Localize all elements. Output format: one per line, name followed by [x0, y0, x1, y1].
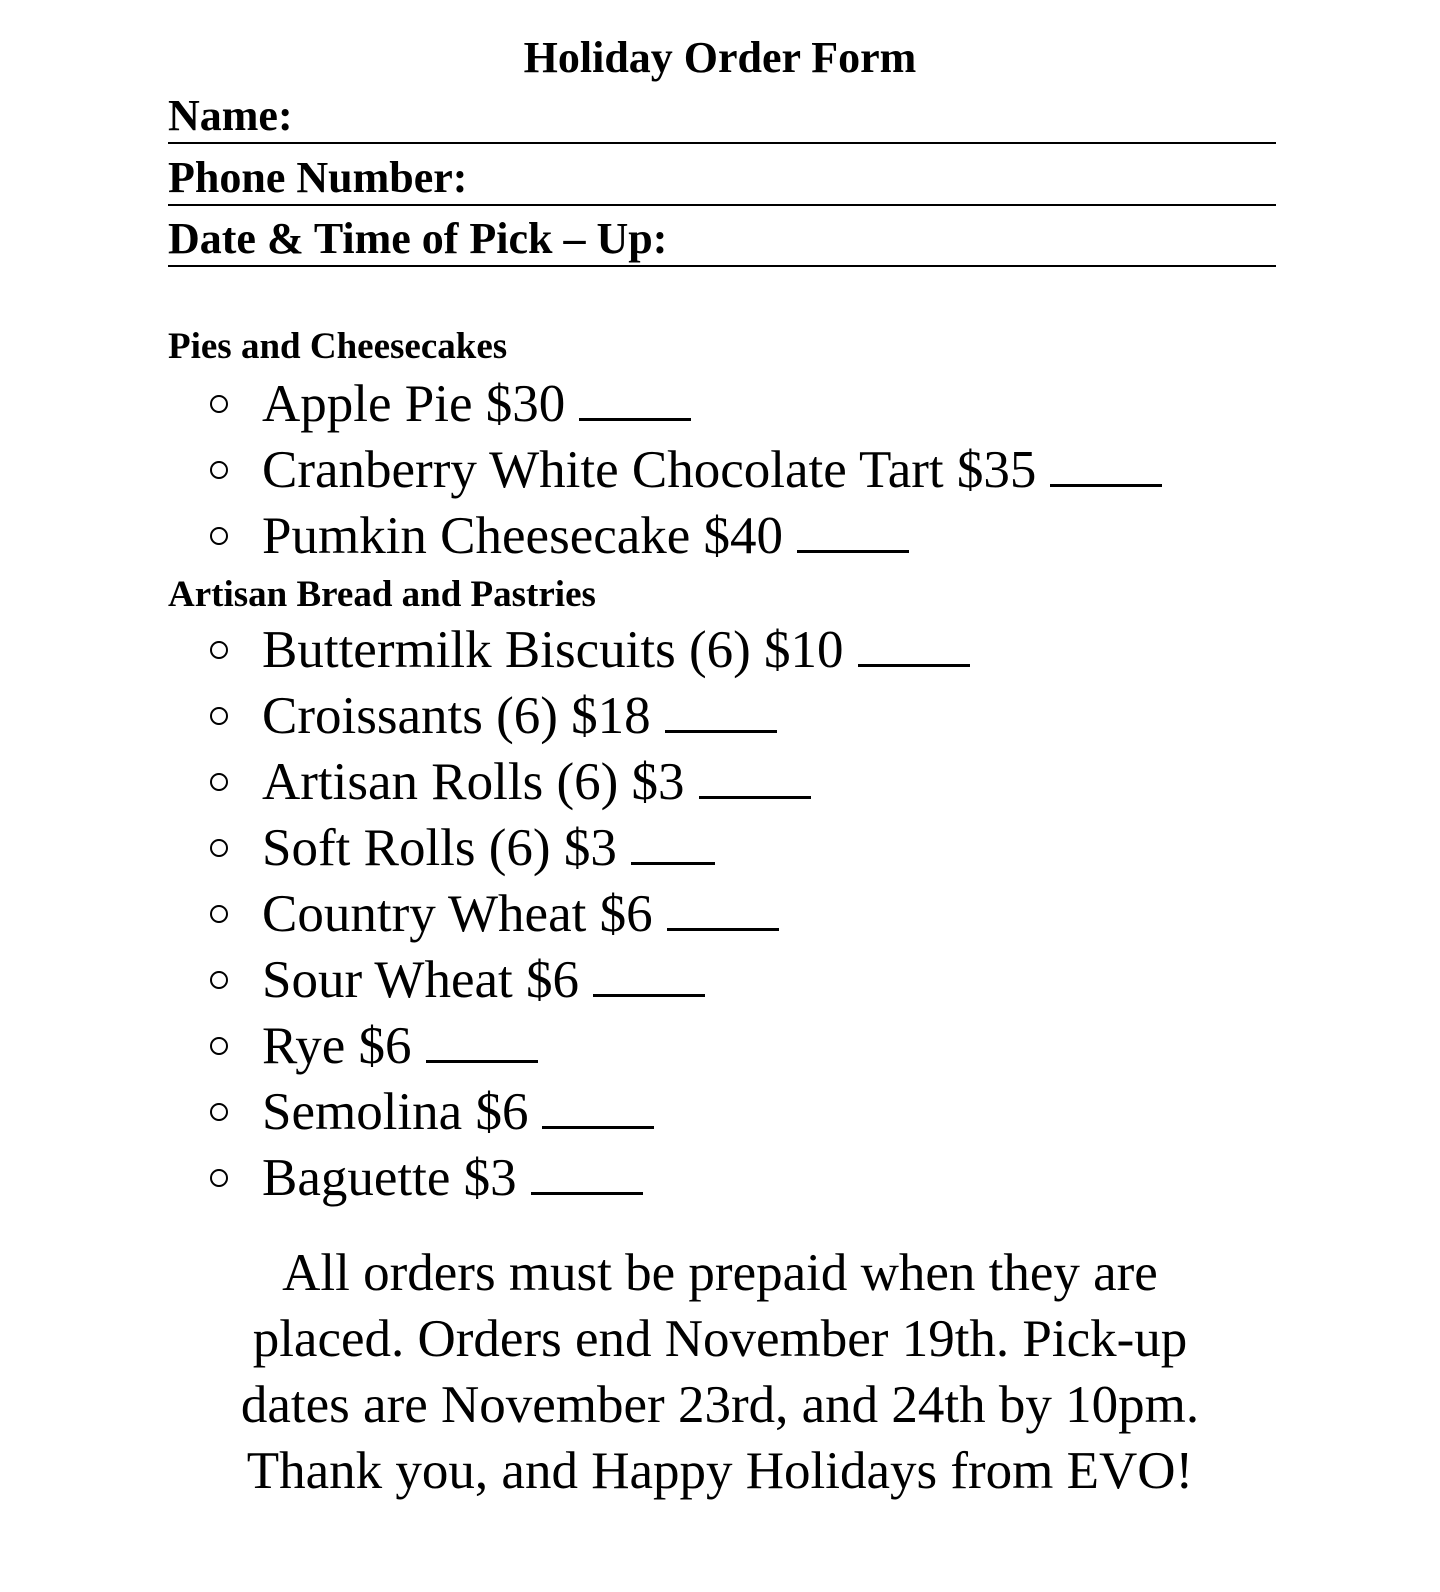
list-item — [0, 620, 1440, 686]
list-item — [0, 1016, 1440, 1082]
order-policy-note — [160, 1240, 1280, 1504]
circle-bullet-icon — [210, 905, 228, 923]
list-item — [0, 440, 1440, 506]
footer-line: Thank you, and Happy Holidays from EVO! — [246, 1442, 1194, 1500]
list-item — [0, 950, 1440, 1016]
quantity-blank[interactable] — [426, 1016, 538, 1063]
list-item — [0, 1148, 1440, 1214]
section-heading-bread-pastries: Artisan Bread and Pastries — [168, 574, 596, 615]
circle-bullet-icon — [210, 1037, 228, 1055]
circle-bullet-icon — [210, 527, 228, 545]
name-label: Name: — [168, 91, 293, 140]
name-field[interactable] — [168, 90, 1276, 144]
quantity-blank[interactable] — [1050, 440, 1162, 487]
pickup-date-time-field[interactable] — [168, 213, 1276, 267]
quantity-blank[interactable] — [542, 1082, 654, 1129]
list-item — [0, 374, 1440, 440]
quantity-blank[interactable] — [699, 752, 811, 799]
form-title: Holiday Order Form — [523, 33, 917, 82]
item-label: Pumkin Cheesecake $40 — [262, 507, 784, 565]
item-label: Country Wheat $6 — [262, 885, 653, 943]
circle-bullet-icon — [210, 1103, 228, 1121]
circle-bullet-icon — [210, 1169, 228, 1187]
list-item — [0, 686, 1440, 752]
item-label: Artisan Rolls (6) $3 — [262, 753, 685, 811]
quantity-blank[interactable] — [858, 620, 970, 667]
circle-bullet-icon — [210, 773, 228, 791]
circle-bullet-icon — [210, 641, 228, 659]
circle-bullet-icon — [210, 839, 228, 857]
item-label: Apple Pie $30 — [262, 375, 566, 433]
item-label: Sour Wheat $6 — [262, 951, 579, 1009]
quantity-blank[interactable] — [579, 374, 691, 421]
list-item — [0, 818, 1440, 884]
phone-number-field[interactable] — [168, 152, 1276, 206]
phone-number-label: Phone Number: — [168, 153, 468, 202]
item-label: Semolina $6 — [262, 1083, 529, 1141]
list-item — [0, 884, 1440, 950]
circle-bullet-icon — [210, 971, 228, 989]
list-item — [0, 752, 1440, 818]
item-label: Croissants (6) $18 — [262, 687, 651, 745]
footer-line: placed. Orders end November 19th. Pick-up — [252, 1310, 1188, 1368]
quantity-blank[interactable] — [593, 950, 705, 997]
quantity-blank[interactable] — [531, 1148, 643, 1195]
item-label: Cranberry White Chocolate Tart $35 — [262, 441, 1037, 499]
quantity-blank[interactable] — [797, 506, 909, 553]
quantity-blank[interactable] — [631, 818, 715, 865]
item-label: Rye $6 — [262, 1017, 412, 1075]
bread-item-list — [0, 620, 1440, 1214]
item-label: Soft Rolls (6) $3 — [262, 819, 617, 877]
circle-bullet-icon — [210, 461, 228, 479]
circle-bullet-icon — [210, 707, 228, 725]
list-item — [0, 1082, 1440, 1148]
item-label: Baguette $3 — [262, 1149, 517, 1207]
quantity-blank[interactable] — [665, 686, 777, 733]
item-label: Buttermilk Biscuits (6) $10 — [262, 621, 844, 679]
pickup-date-time-label: Date & Time of Pick – Up: — [168, 214, 668, 263]
footer-line: All orders must be prepaid when they are — [282, 1244, 1158, 1302]
pies-item-list — [0, 374, 1440, 572]
list-item — [0, 506, 1440, 572]
section-heading-pies: Pies and Cheesecakes — [168, 326, 508, 367]
footer-line: dates are November 23rd, and 24th by 10pm. — [240, 1376, 1200, 1434]
circle-bullet-icon — [210, 395, 228, 413]
quantity-blank[interactable] — [667, 884, 779, 931]
